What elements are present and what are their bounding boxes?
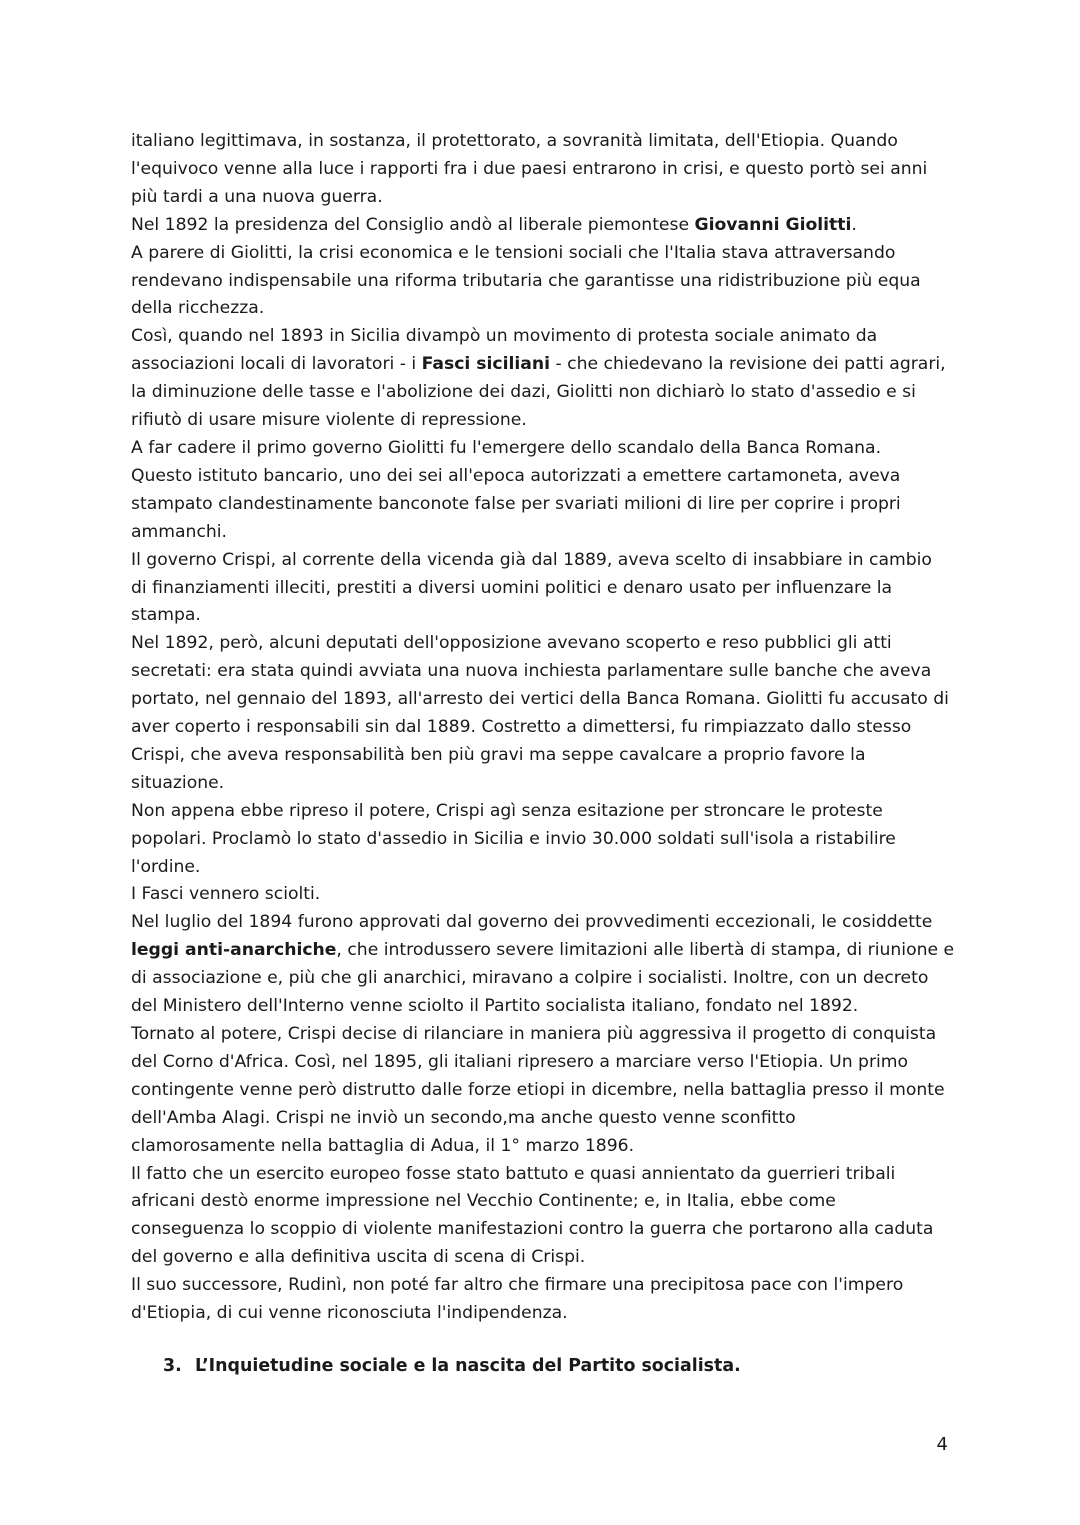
text-line: ammanchi. (131, 521, 228, 542)
bold-term: leggi anti-anarchiche (131, 940, 337, 961)
text-line: portato, nel gennaio del 1893, all'arresto dei vertici della Banca Romana. Giolitti fu accusato di (131, 689, 949, 710)
text-line: Così, quando nel 1893 in Sicilia divampò un movimento di protesta sociale animato da (131, 326, 878, 347)
text-line: di associazione e, più che gli anarchici, miravano a colpire i socialisti. Inoltre, con un decreto (131, 968, 929, 989)
text-line: rendevano indispensabile una riforma tributaria che garantisse una ridistribuzione più equa (131, 270, 921, 291)
section-title: L’Inquietudine sociale e la nascita del Partito socialista. (195, 1356, 741, 1376)
bold-term: Fasci siciliani (421, 354, 550, 375)
text-line (131, 351, 961, 379)
text-line: clamorosamente nella battaglia di Adua, il 1° marzo 1896. (131, 1135, 635, 1156)
text-segment: Nel 1892 la presidenza del Consiglio andò al liberale piemontese (131, 214, 695, 235)
text-line: rifiutò di usare misure violente di repressione. (131, 410, 527, 431)
text-line: Questo istituto bancario, uno dei sei all'epoca autorizzati a emettere cartamoneta, aveva (131, 465, 901, 486)
text-line: Tornato al potere, Crispi decise di rilanciare in maniera più aggressiva il progetto di conquista (131, 1024, 937, 1044)
text-segment: . (851, 214, 857, 235)
text-line: aver coperto i responsabili sin dal 1889. Costretto a dimettersi, fu rimpiazzato dallo stesso (131, 717, 912, 738)
text-line (131, 937, 961, 965)
text-line (131, 212, 961, 240)
text-line: secretati: era stata quindi avviata una nuova inchiesta parlamentare sulle banche che aveva (131, 661, 932, 682)
text-line: della ricchezza. (131, 298, 265, 319)
text-line: stampa. (131, 605, 201, 626)
text-line: Il suo successore, Rudinì, non poté far altro che firmare una precipitosa pace con l'impero (131, 1275, 904, 1296)
text-segment: associazioni locali di lavoratori - i (131, 354, 422, 375)
text-line: A parere di Giolitti, la crisi economica e le tensioni sociali che l'Italia stava attraversando (131, 242, 896, 263)
text-line: Nel 1892, però, alcuni deputati dell'opposizione avevano scoperto e reso pubblici gli atti (131, 633, 892, 654)
text-segment: - che chiedevano la revisione dei patti agrari, (550, 354, 946, 375)
text-line: situazione. (131, 772, 225, 793)
text-line: conseguenza lo scoppio di violente manifestazioni contro la guerra che portarono alla caduta (131, 1219, 934, 1240)
text-line: Nel luglio del 1894 furono approvati dal governo dei provvedimenti eccezionali, le cosiddette (131, 912, 933, 933)
text-line: dell'Amba Alagi. Crispi ne inviò un secondo,ma anche questo venne sconfitto (131, 1107, 796, 1128)
text-line: Crispi, che aveva responsabilità ben più gravi ma seppe cavalcare a proprio favore la (131, 744, 866, 765)
text-line: Non appena ebbe ripreso il potere, Crispi agì senza esitazione per stroncare le proteste (131, 800, 883, 821)
body-text (131, 128, 961, 1328)
text-line: A far cadere il primo governo Giolitti fu l'emergere dello scandalo della Banca Romana. (131, 437, 882, 458)
text-line: l'ordine. (131, 856, 201, 877)
text-line: stampato clandestinamente banconote false per svariati milioni di lire per coprire i propri (131, 493, 901, 514)
text-line: di finanziamenti illeciti, prestiti a diversi uomini politici e denaro usato per influenzare la (131, 577, 893, 598)
text-line: del Corno d'Africa. Così, nel 1895, gli italiani ripresero a marciare verso l'Etiopia. Un primo (131, 1051, 909, 1072)
text-line: I Fasci vennero sciolti. (131, 884, 321, 905)
section-heading (163, 1356, 741, 1376)
text-line: contingente venne però distrutto dalle forze etiopi in dicembre, nella battaglia presso il monte (131, 1079, 945, 1100)
section-number: 3. (163, 1356, 182, 1376)
text-line: Il fatto che un esercito europeo fosse stato battuto e quasi annientato da guerrieri tribali (131, 1163, 896, 1184)
text-line: africani destò enorme impressione nel Vecchio Continente; e, in Italia, ebbe come (131, 1191, 836, 1212)
text-line: l'equivoco venne alla luce i rapporti fra i due paesi entrarono in crisi, e questo portò sei anni (131, 158, 928, 179)
text-line: d'Etiopia, di cui venne riconosciuta l'indipendenza. (131, 1303, 568, 1324)
page-number: 4 (936, 1434, 948, 1455)
text-line: la diminuzione delle tasse e l'abolizione dei dazi, Giolitti non dichiarò lo stato d'assedio e si (131, 382, 916, 403)
text-line: più tardi a una nuova guerra. (131, 186, 383, 207)
bold-term: Giovanni Giolitti (694, 214, 852, 235)
text-line: popolari. Proclamò lo stato d'assedio in Sicilia e invio 30.000 soldati sull'isola a ristabilire (131, 828, 896, 849)
text-line: del governo e alla definitiva uscita di scena di Crispi. (131, 1247, 586, 1268)
text-line: italiano legittimava, in sostanza, il protettorato, a sovranità limitata, dell'Etiopia. Quando (131, 131, 898, 151)
text-segment: , che introdussero severe limitazioni alle libertà di stampa, di riunione e (336, 940, 955, 961)
text-line: del Ministero dell'Interno venne sciolto il Partito socialista italiano, fondato nel 1892. (131, 996, 859, 1017)
text-line: Il governo Crispi, al corrente della vicenda già dal 1889, aveva scelto di insabbiare in cambio (131, 549, 932, 570)
